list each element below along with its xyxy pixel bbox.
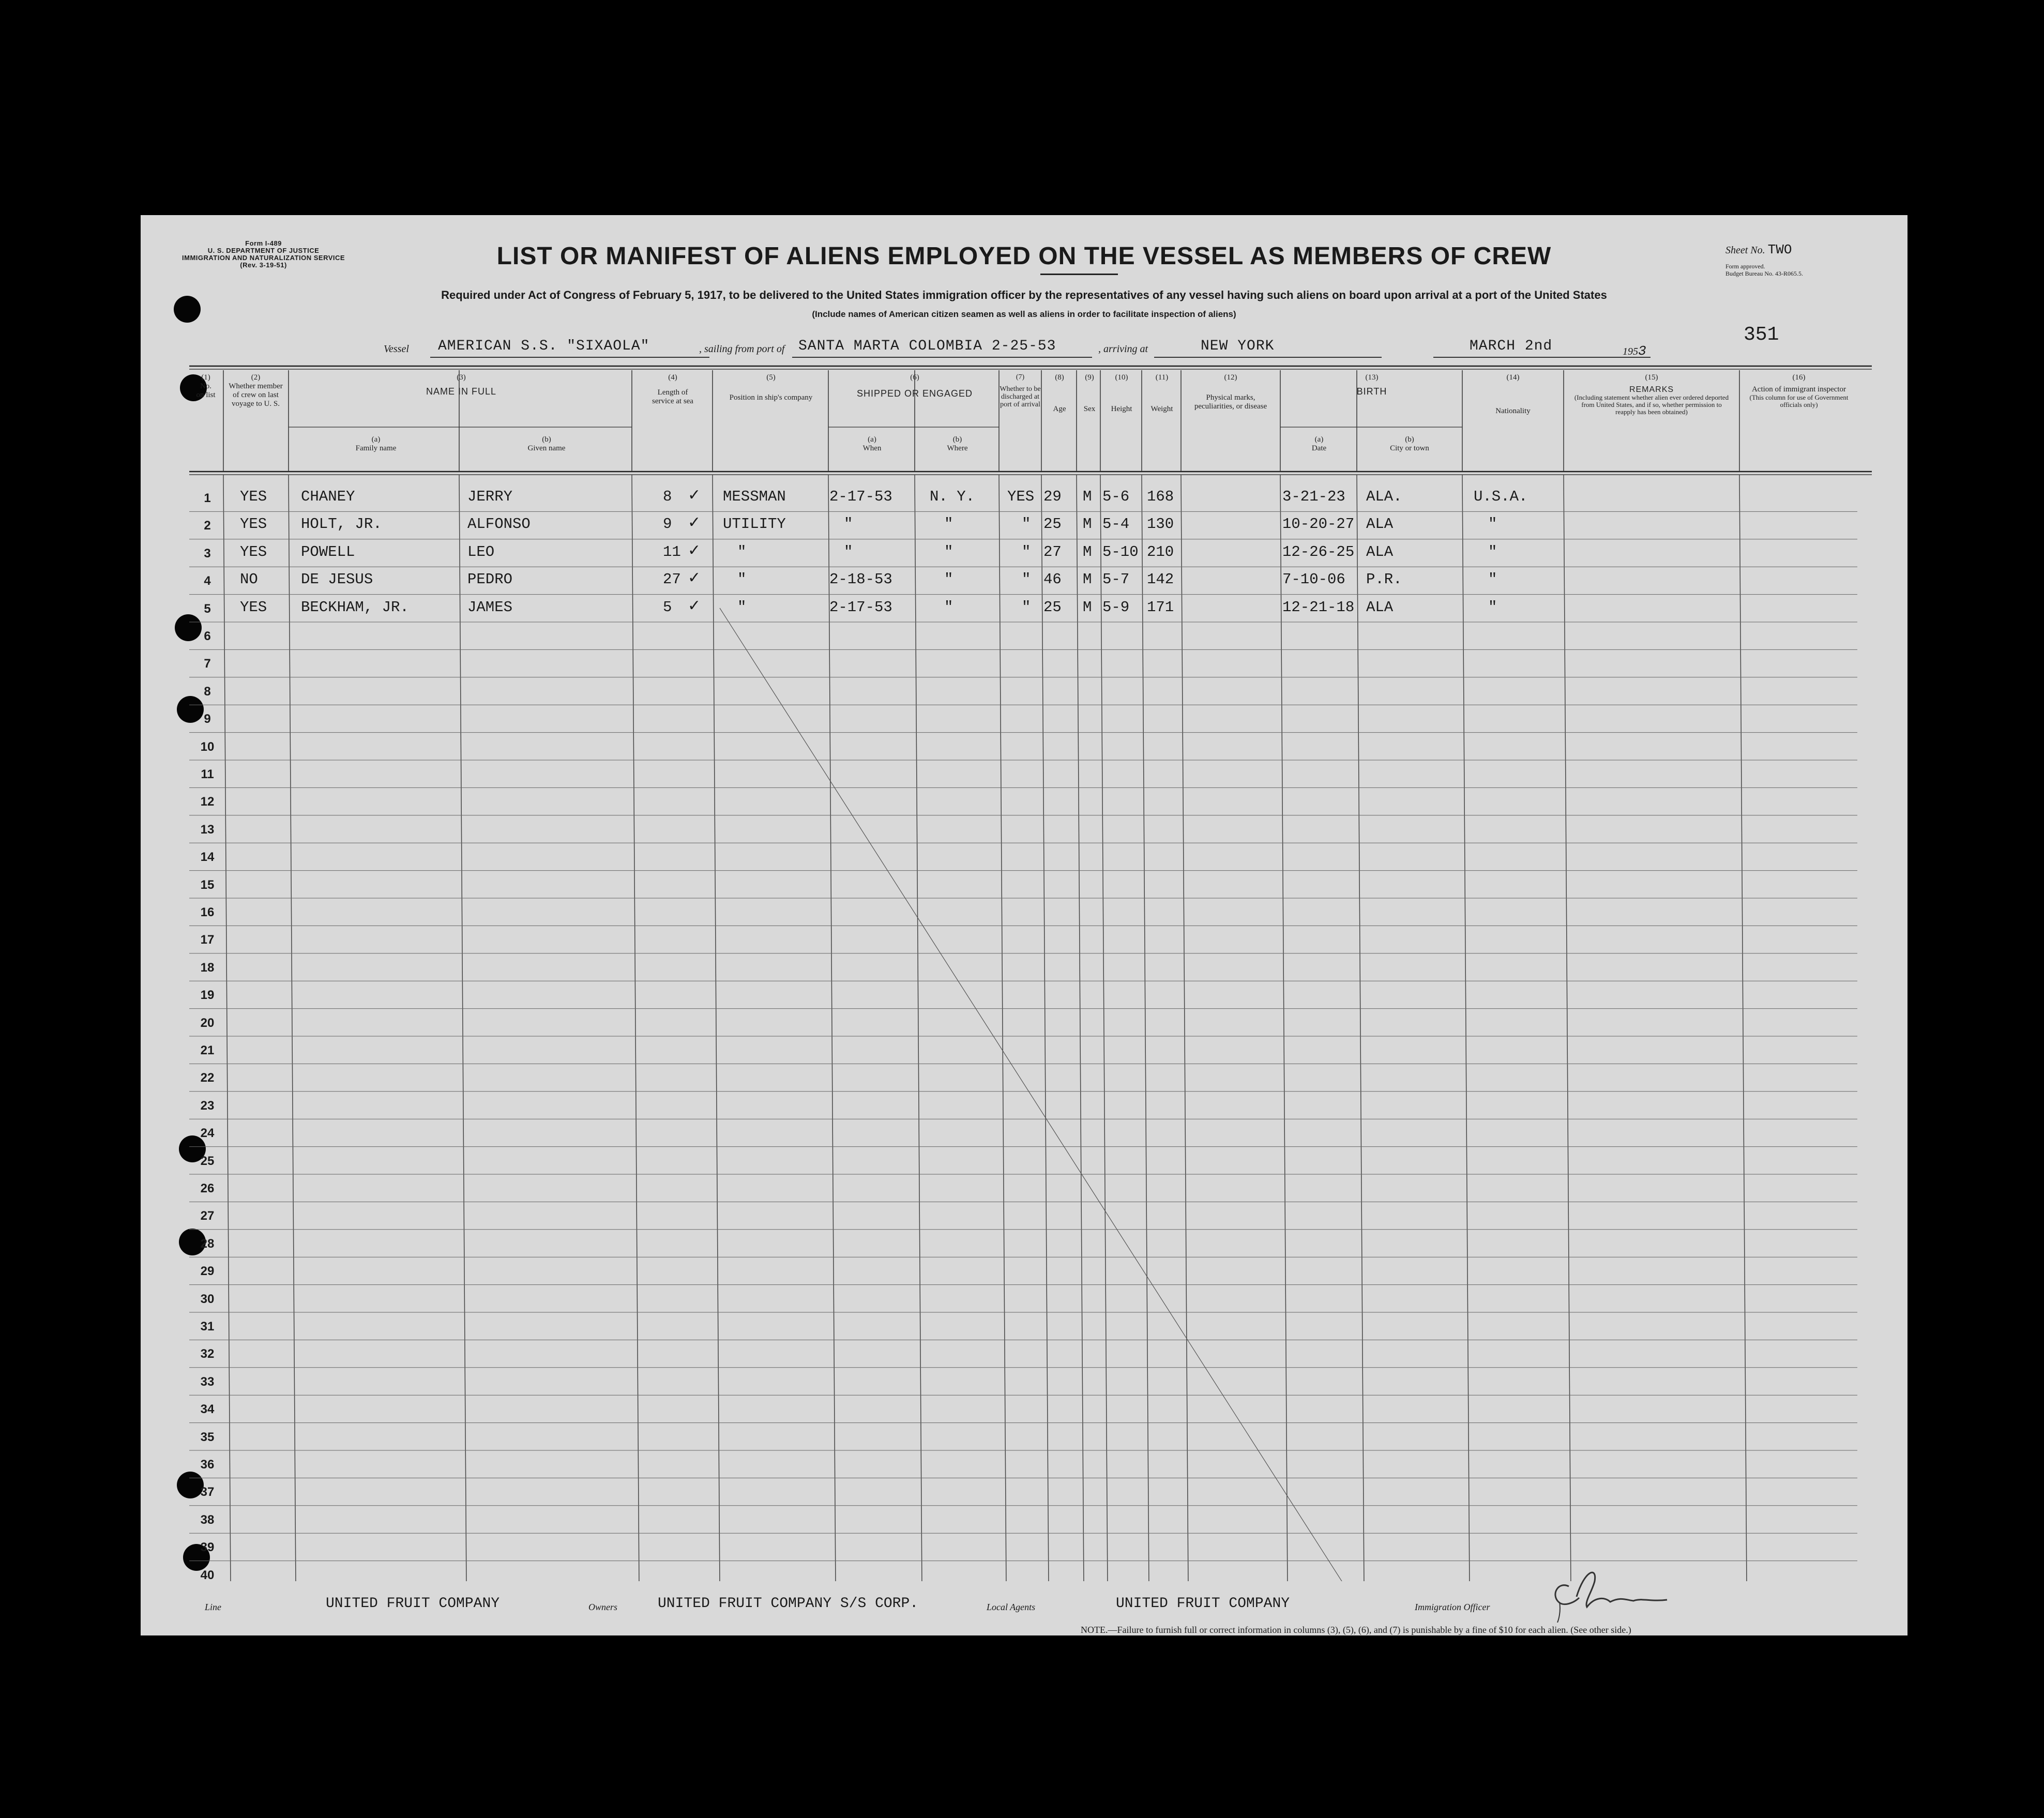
service-length: 5 <box>663 598 672 616</box>
include-note: (Include names of American citizen seamen as well as aliens in order to facilitate inspection of aliens) <box>812 309 1236 319</box>
col3a-header: (a) Family name <box>355 435 397 452</box>
col15-header: (15) REMARKS (Including statement whether alien ever ordered deported from United States, and if so, whether permission to reapply has been obtained) <box>1574 373 1729 416</box>
height: 5-10 <box>1102 543 1139 560</box>
row-number: 15 <box>200 877 215 892</box>
row-number: 9 <box>204 712 211 726</box>
row-number: 23 <box>200 1098 215 1113</box>
weight: 130 <box>1147 516 1174 533</box>
shipped-where: " <box>944 543 953 560</box>
shipped-where: " <box>944 516 953 533</box>
position: UTILITY <box>723 516 786 533</box>
nationality: " <box>1488 571 1497 588</box>
nationality: U.S.A. <box>1474 488 1528 505</box>
discharge: YES <box>1007 488 1035 505</box>
position: MESSMAN <box>723 488 786 505</box>
row-number: 29 <box>200 1264 215 1279</box>
row-number: 27 <box>200 1209 215 1223</box>
grid-line <box>1739 475 1747 1581</box>
shipped-when: " <box>844 516 853 533</box>
birth-date: 7-10-06 <box>1282 571 1345 588</box>
grid-line <box>289 475 296 1581</box>
row-number: 19 <box>200 988 215 1003</box>
discharge: " <box>1022 543 1031 560</box>
age: 25 <box>1043 598 1062 616</box>
row-number: 26 <box>200 1181 215 1195</box>
age: 46 <box>1043 571 1062 588</box>
birth-place: ALA <box>1366 543 1394 560</box>
age: 25 <box>1043 516 1062 533</box>
grid-line <box>1280 475 1288 1581</box>
prev-voyage: YES <box>240 598 267 616</box>
arriving-label: , arriving at <box>1098 343 1148 355</box>
form-identifier: Form I-489 U. S. DEPARTMENT OF JUSTICE IMMIGRATION AND NATURALIZATION SERVICE (Rev. 3-19-51) <box>182 239 345 269</box>
birth-place: P.R. <box>1366 571 1402 588</box>
given-name: ALFONSO <box>467 516 531 533</box>
birth-date: 3-21-23 <box>1282 488 1345 505</box>
col16-header: (16) Action of immigrant inspector (This column for use of Government officials only) <box>1749 373 1849 408</box>
position: " <box>737 571 747 588</box>
row-number: 1 <box>204 491 211 505</box>
page-title: LIST OR MANIFEST OF ALIENS EMPLOYED ON THE VESSEL AS MEMBERS OF CREW <box>496 243 1552 270</box>
grid-line <box>223 475 231 1581</box>
grid-line <box>1077 475 1084 1581</box>
row-number: 28 <box>200 1236 215 1251</box>
grid-line <box>713 475 720 1581</box>
row-number: 17 <box>200 933 215 947</box>
row-number: 31 <box>200 1320 215 1334</box>
grid-line <box>915 475 922 1581</box>
manifest-sheet <box>141 215 1907 1635</box>
row-number: 12 <box>200 795 215 809</box>
grid-line <box>999 475 1006 1581</box>
row-number: 40 <box>200 1568 215 1582</box>
title-divider <box>1040 274 1118 275</box>
row-number: 2 <box>204 519 211 533</box>
position: " <box>737 543 747 560</box>
grid-line <box>720 608 1361 1581</box>
position: " <box>737 598 747 616</box>
shipped-where: " <box>944 598 953 616</box>
col13a-header: (a) Date <box>1311 435 1327 452</box>
footer <box>141 1580 1907 1635</box>
col3b-header: (b) Given name <box>527 435 566 452</box>
age: 29 <box>1043 488 1062 505</box>
year: 1953 <box>1623 343 1647 359</box>
grid-line <box>1564 475 1571 1581</box>
family-name: DE JESUS <box>301 571 373 588</box>
weight: 171 <box>1147 598 1174 616</box>
check-mark-icon: ✓ <box>688 596 701 615</box>
row-number: 20 <box>200 1016 215 1030</box>
sex: M <box>1083 571 1092 588</box>
row-number: 10 <box>200 739 215 754</box>
service-length: 11 <box>663 543 681 560</box>
page-number: 351 <box>1744 324 1779 346</box>
nationality: " <box>1488 516 1497 533</box>
discharge: " <box>1022 598 1031 616</box>
col8-header: (8) Age <box>1053 373 1066 413</box>
check-mark-icon: ✓ <box>688 513 701 532</box>
height: 5-6 <box>1102 488 1130 505</box>
prev-voyage: NO <box>240 571 258 588</box>
row-number: 33 <box>200 1374 215 1389</box>
col14-header: (14) Nationality <box>1495 373 1531 415</box>
officer-signature <box>1548 1566 1683 1623</box>
row-number: 39 <box>200 1540 215 1555</box>
family-name: POWELL <box>301 543 355 560</box>
family-name: HOLT, JR. <box>301 516 382 533</box>
col3-header: (3) NAME IN FULL <box>426 373 497 397</box>
row-number: 34 <box>200 1402 215 1417</box>
family-name: CHANEY <box>301 488 355 505</box>
age: 27 <box>1043 543 1062 560</box>
check-mark-icon: ✓ <box>688 486 701 504</box>
grid-line <box>1357 475 1364 1581</box>
grid-line <box>1100 475 1108 1581</box>
given-name: LEO <box>467 543 495 560</box>
col6b-header: (b) Where <box>947 435 968 452</box>
line-value: UNITED FRUIT COMPANY <box>326 1596 500 1612</box>
weight: 142 <box>1147 571 1174 588</box>
birth-place: ALA. <box>1366 488 1402 505</box>
row-number: 24 <box>200 1126 215 1141</box>
nationality: " <box>1488 598 1497 616</box>
voyage-line <box>141 338 1907 359</box>
row-number: 21 <box>200 1043 215 1057</box>
sailing-from: SANTA MARTA COLOMBIA 2-25-53 <box>798 338 1056 354</box>
grid-line <box>1041 475 1049 1581</box>
owners-label: Owners <box>588 1602 618 1612</box>
height: 5-4 <box>1102 516 1130 533</box>
shipped-when: 2-17-53 <box>829 488 892 505</box>
grid-line <box>828 475 836 1581</box>
prev-voyage: YES <box>240 516 267 533</box>
col6-header: (6) SHIPPED OR ENGAGED <box>856 373 973 399</box>
sheet-number: Sheet No. TWO <box>1725 242 1792 257</box>
sex: M <box>1083 516 1092 533</box>
given-name: JERRY <box>467 488 513 505</box>
service-length: 8 <box>663 488 672 505</box>
row-number: 3 <box>204 546 211 560</box>
col5-header: (5) Position in ship's company <box>729 373 813 402</box>
given-name: PEDRO <box>467 571 513 588</box>
shipped-when: " <box>844 543 853 560</box>
sex: M <box>1083 543 1092 560</box>
birth-date: 12-21-18 <box>1282 598 1355 616</box>
shipped-when: 2-17-53 <box>829 598 892 616</box>
row-number: 36 <box>200 1458 215 1472</box>
shipped-when: 2-18-53 <box>829 571 892 588</box>
row-number: 16 <box>200 905 215 919</box>
height: 5-7 <box>1102 571 1130 588</box>
discharge: " <box>1022 571 1031 588</box>
discharge: " <box>1022 516 1031 533</box>
requirement-text: Required under Act of Congress of February 5, 1917, to be delivered to the United States immigration officer by the representatives of any vessel having such aliens on board upon arrival at a port of the United States <box>441 289 1607 301</box>
weight: 168 <box>1147 488 1174 505</box>
vessel-name: AMERICAN S.S. "SIXAOLA" <box>438 338 650 354</box>
grid-line <box>1462 475 1470 1581</box>
col13b-header: (b) City or town <box>1390 435 1429 452</box>
prev-voyage: YES <box>240 543 267 560</box>
row-number: 6 <box>204 629 211 643</box>
sex: M <box>1083 488 1092 505</box>
line-label: Line <box>205 1602 222 1612</box>
row-number: 18 <box>200 960 215 975</box>
arrival-date: MARCH 2nd <box>1470 338 1553 354</box>
birth-date: 12-26-25 <box>1282 543 1355 560</box>
row-number: 25 <box>200 1154 215 1168</box>
row-number: 30 <box>200 1292 215 1306</box>
check-mark-icon: ✓ <box>688 569 701 587</box>
birth-date: 10-20-27 <box>1282 516 1355 533</box>
agents-label: Local Agents <box>987 1602 1036 1612</box>
prev-voyage: YES <box>240 488 267 505</box>
shipped-where: " <box>944 571 953 588</box>
col2-header: (2) Whether member of crew on last voyage to U. S. <box>229 373 283 408</box>
row-number: 35 <box>200 1430 215 1444</box>
weight: 210 <box>1147 543 1174 560</box>
row-number: 14 <box>200 850 215 865</box>
grid-line <box>1181 475 1188 1581</box>
check-mark-icon: ✓ <box>688 541 701 559</box>
col4-header: (4) Length of service at sea <box>652 373 693 405</box>
row-number: 7 <box>204 657 211 671</box>
penalty-note: NOTE.—Failure to furnish full or correct information in columns (3), (5), (6), and (7) is punishable by a fine of $10 for each alien. (See other side.) <box>1081 1625 1631 1635</box>
family-name: BECKHAM, JR. <box>301 598 409 616</box>
service-length: 27 <box>663 571 681 588</box>
given-name: JAMES <box>467 598 513 616</box>
col11-header: (11) Weight <box>1150 373 1173 413</box>
col7-header: (7) Whether to be discharged at port of arrival <box>1000 373 1041 408</box>
row-number: 22 <box>200 1071 215 1085</box>
height: 5-9 <box>1102 598 1130 616</box>
row-number: 13 <box>200 822 215 837</box>
nationality: " <box>1488 543 1497 560</box>
agents-value: UNITED FRUIT COMPANY <box>1116 1596 1290 1612</box>
grid-line <box>632 475 639 1581</box>
birth-place: ALA <box>1366 516 1394 533</box>
sex: M <box>1083 598 1092 616</box>
col9-header: (9) Sex <box>1083 373 1096 413</box>
shipped-where: N. Y. <box>930 488 975 505</box>
vessel-label: Vessel <box>384 343 409 355</box>
grid-line <box>1142 475 1149 1581</box>
officer-label: Immigration Officer <box>1415 1602 1490 1612</box>
col1-header: (1) No. on list <box>196 373 216 399</box>
row-number: 38 <box>200 1512 215 1527</box>
row-number: 5 <box>204 601 211 616</box>
row-number: 37 <box>200 1485 215 1499</box>
col10-header: (10) Height <box>1111 373 1132 413</box>
owners-value: UNITED FRUIT COMPANY S/S CORP. <box>658 1596 919 1612</box>
row-number: 11 <box>201 767 214 781</box>
grid-line <box>459 475 466 1581</box>
birth-place: ALA <box>1366 598 1394 616</box>
row-number: 8 <box>204 684 211 699</box>
col6a-header: (a) When <box>862 435 882 452</box>
service-length: 9 <box>663 516 672 533</box>
row-number: 4 <box>204 574 211 588</box>
arriving-at: NEW YORK <box>1201 338 1275 354</box>
col12-header: (12) Physical marks, peculiarities, or disease <box>1194 373 1267 411</box>
sailing-label: , sailing from port of <box>699 343 785 355</box>
form-approval: Form approved. Budget Bureau No. 43-R065.5. <box>1725 263 1803 277</box>
col13-header: (13) BIRTH <box>1356 373 1387 397</box>
crew-table-grid <box>189 365 1874 1581</box>
row-number: 32 <box>200 1347 215 1361</box>
